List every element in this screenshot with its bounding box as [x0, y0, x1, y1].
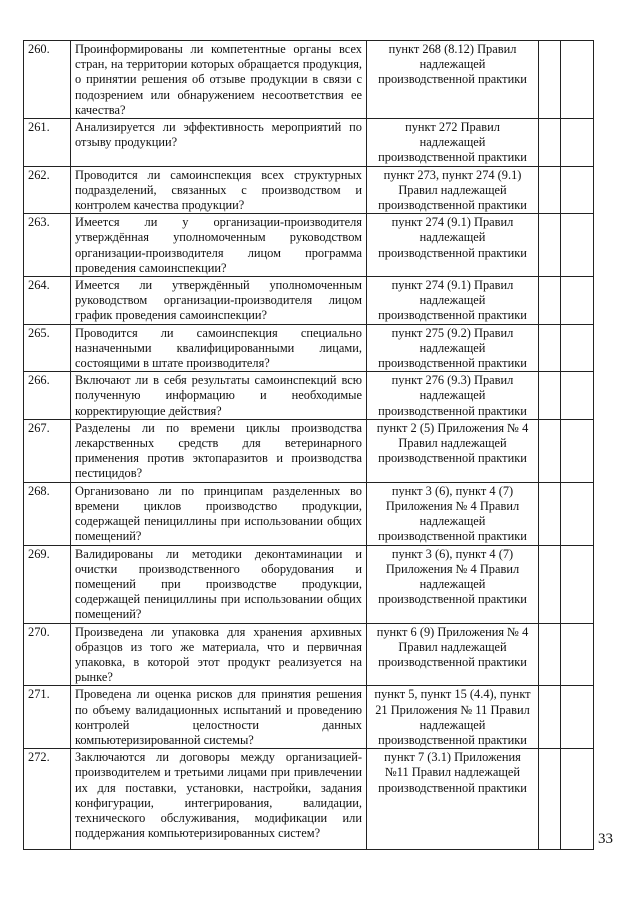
checklist-row — [24, 41, 594, 119]
requirement-question: Имеется ли утверждённый уполномоченным руководством организации-производителя лицом график проведения самоинспекции? — [71, 277, 367, 325]
note-cell — [561, 166, 594, 214]
requirement-question: Организовано ли по принципам разделенных во времени циклов производство продукции, содержащей пенициллины при использовании общих помещений? — [71, 482, 367, 545]
answer-cell — [539, 166, 561, 214]
requirement-question: Анализируется ли эффективность мероприятий по отзыву продукции? — [71, 119, 367, 167]
note-cell — [561, 686, 594, 749]
regulation-reference: пункт 274 (9.1) Правил надлежащей производственной практики — [367, 277, 539, 325]
regulation-reference: пункт 276 (9.3) Правил надлежащей производственной практики — [367, 372, 539, 420]
note-cell — [561, 41, 594, 119]
note-cell — [561, 324, 594, 372]
answer-cell — [539, 277, 561, 325]
answer-cell — [539, 419, 561, 482]
answer-cell — [539, 214, 561, 277]
checklist-body — [24, 41, 594, 850]
note-cell — [561, 545, 594, 623]
checklist-row — [24, 277, 594, 325]
checklist-row — [24, 545, 594, 623]
answer-cell — [539, 41, 561, 119]
checklist-table — [23, 40, 594, 850]
checklist-row — [24, 166, 594, 214]
answer-cell — [539, 372, 561, 420]
checklist-row — [24, 482, 594, 545]
row-number: 269. — [24, 545, 71, 623]
row-number: 265. — [24, 324, 71, 372]
answer-cell — [539, 686, 561, 749]
regulation-reference: пункт 3 (6), пункт 4 (7) Приложения № 4 Правил надлежащей производственной практики — [367, 545, 539, 623]
note-cell — [561, 419, 594, 482]
row-number: 268. — [24, 482, 71, 545]
checklist-row — [24, 119, 594, 167]
requirement-question: Проведена ли оценка рисков для принятия решения по объему валидационных испытаний и проведению контролей целостности данных компьютеризированной системы? — [71, 686, 367, 749]
checklist-row — [24, 749, 594, 850]
regulation-reference: пункт 5, пункт 15 (4.4), пункт 21 Приложения № 11 Правил надлежащей производственной практики — [367, 686, 539, 749]
requirement-question: Произведена ли упаковка для хранения архивных образцов из того же материала, что и первичная упаковка, в которой этот продукт реализуется на рынке? — [71, 623, 367, 686]
note-cell — [561, 277, 594, 325]
regulation-reference: пункт 2 (5) Приложения № 4 Правил надлежащей производственной практики — [367, 419, 539, 482]
row-number: 271. — [24, 686, 71, 749]
row-number: 270. — [24, 623, 71, 686]
answer-cell — [539, 119, 561, 167]
regulation-reference: пункт 3 (6), пункт 4 (7) Приложения № 4 Правил надлежащей производственной практики — [367, 482, 539, 545]
row-number: 262. — [24, 166, 71, 214]
row-number: 261. — [24, 119, 71, 167]
requirement-question: Проводится ли самоинспекция всех структурных подразделений, связанных с производством и контролем качества продукции? — [71, 166, 367, 214]
checklist-row — [24, 214, 594, 277]
note-cell — [561, 482, 594, 545]
row-number: 264. — [24, 277, 71, 325]
requirement-question: Заключаются ли договоры между организацией-производителем и третьими лицами при привлечении их для поставки, установки, настройки, задания конфигурации, интегрирования, валидации, технического обслуживания, модификации или поддержания компьютеризированных систем? — [71, 749, 367, 850]
row-number: 266. — [24, 372, 71, 420]
requirement-question: Включают ли в себя результаты самоинспекций всю полученную информацию и необходимые корректирующие действия? — [71, 372, 367, 420]
row-number: 263. — [24, 214, 71, 277]
regulation-reference: пункт 274 (9.1) Правил надлежащей производственной практики — [367, 214, 539, 277]
checklist-row — [24, 623, 594, 686]
requirement-question: Имеется ли у организации-производителя утверждённая уполномоченным руководством организации-производителя лицом программа проведения самоинспекции? — [71, 214, 367, 277]
requirement-question: Проинформированы ли компетентные органы всех стран, на территории которых обращается продукция, о принятии решения об отзыве продукции в связи с подозрением или обнаружением несоответствия ее качества? — [71, 41, 367, 119]
regulation-reference: пункт 268 (8.12) Правил надлежащей производственной практики — [367, 41, 539, 119]
checklist-row — [24, 686, 594, 749]
answer-cell — [539, 482, 561, 545]
requirement-question: Разделены ли по времени циклы производства лекарственных средств для ветеринарного применения против эктопаразитов и производства пестицидов? — [71, 419, 367, 482]
row-number: 260. — [24, 41, 71, 119]
checklist-row — [24, 324, 594, 372]
note-cell — [561, 372, 594, 420]
regulation-reference: пункт 6 (9) Приложения № 4 Правил надлежащей производственной практики — [367, 623, 539, 686]
regulation-reference: пункт 275 (9.2) Правил надлежащей производственной практики — [367, 324, 539, 372]
note-cell — [561, 214, 594, 277]
requirement-question: Проводится ли самоинспекция специально назначенными квалифицированными лицами, состоящими в штате производителя? — [71, 324, 367, 372]
answer-cell — [539, 623, 561, 686]
note-cell — [561, 623, 594, 686]
checklist-row — [24, 372, 594, 420]
regulation-reference: пункт 273, пункт 274 (9.1) Правил надлежащей производственной практики — [367, 166, 539, 214]
answer-cell — [539, 324, 561, 372]
row-number: 267. — [24, 419, 71, 482]
regulation-reference: пункт 7 (3.1) Приложения №11 Правил надлежащей производственной практики — [367, 749, 539, 850]
checklist-row — [24, 419, 594, 482]
row-number: 272. — [24, 749, 71, 850]
note-cell — [561, 749, 594, 850]
requirement-question: Валидированы ли методики деконтаминации и очистки производственного оборудования и помещений при производстве продукции, содержащей пенициллины при использовании общих помещений? — [71, 545, 367, 623]
note-cell — [561, 119, 594, 167]
regulation-reference: пункт 272 Правил надлежащей производственной практики — [367, 119, 539, 167]
answer-cell — [539, 545, 561, 623]
page-number: 33 — [598, 831, 613, 847]
answer-cell — [539, 749, 561, 850]
